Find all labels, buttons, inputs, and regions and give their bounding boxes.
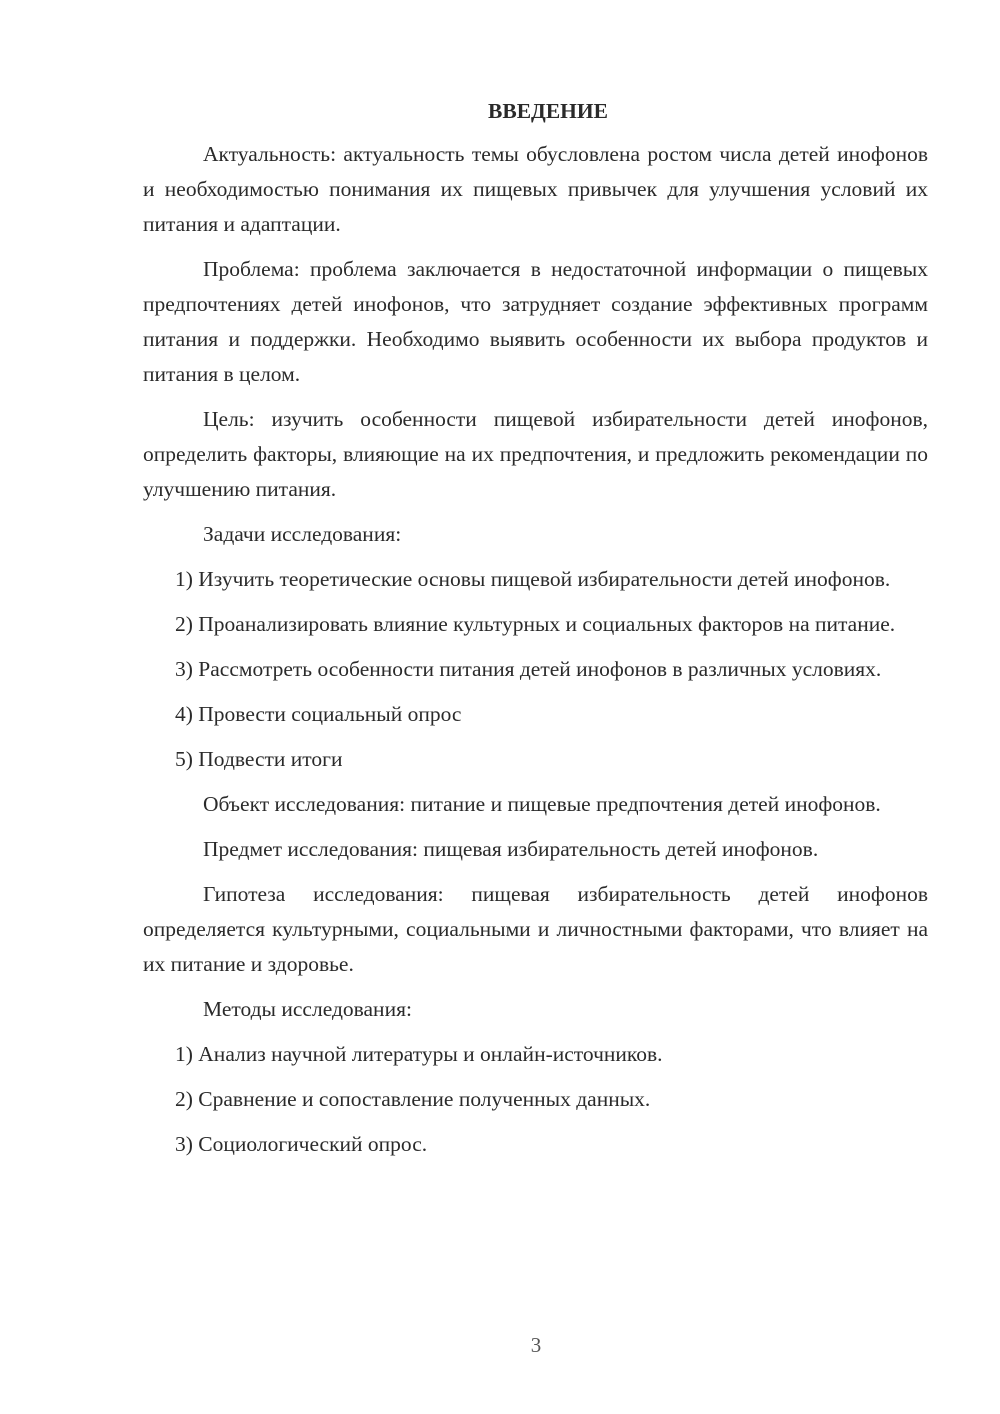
hypothesis-paragraph: Гипотеза исследования: пищевая избирательность детей инофонов определяется культурными, социальными и личностными факторами, что влияет на их питание и здоровье. (143, 882, 928, 976)
problem-paragraph: Проблема: проблема заключается в недостаточной информации о пищевых предпочтениях детей инофонов, что затрудняет создание эффективных программ питания и поддержки. Необходимо выявить особенности их выбора продуктов и питания в целом. (143, 257, 928, 386)
task-item: 1) Изучить теоретические основы пищевой избирательности детей инофонов. (175, 567, 891, 591)
method-item: 2) Сравнение и сопоставление полученных данных. (175, 1087, 651, 1111)
page-number: 3 (530, 1333, 542, 1357)
method-item: 3) Социологический опрос. (175, 1132, 428, 1156)
relevance-paragraph: Актуальность: актуальность темы обусловлена ростом числа детей инофонов и необходимостью понимания их пищевых привычек для улучшения условий их питания и адаптации. (143, 142, 928, 236)
subject-paragraph: Предмет исследования: пищевая избирательность детей инофонов. (203, 837, 819, 861)
tasks-heading: Задачи исследования: (203, 522, 402, 546)
task-item: 4) Провести социальный опрос (175, 702, 462, 726)
method-item: 1) Анализ научной литературы и онлайн-источников. (175, 1042, 663, 1066)
object-paragraph: Объект исследования: питание и пищевые предпочтения детей инофонов. (203, 792, 881, 816)
methods-heading: Методы исследования: (203, 997, 412, 1021)
goal-paragraph: Цель: изучить особенности пищевой избирательности детей инофонов, определить факторы, влияющие на их предпочтения, и предложить рекомендации по улучшению питания. (143, 407, 928, 501)
task-item: 5) Подвести итоги (175, 747, 343, 771)
section-heading: ВВЕДЕНИЕ (488, 99, 608, 123)
document-page (143, 95, 928, 1172)
task-item: 2) Проанализировать влияние культурных и социальных факторов на питание. (175, 612, 896, 636)
task-item: 3) Рассмотреть особенности питания детей инофонов в различных условиях. (175, 657, 882, 681)
